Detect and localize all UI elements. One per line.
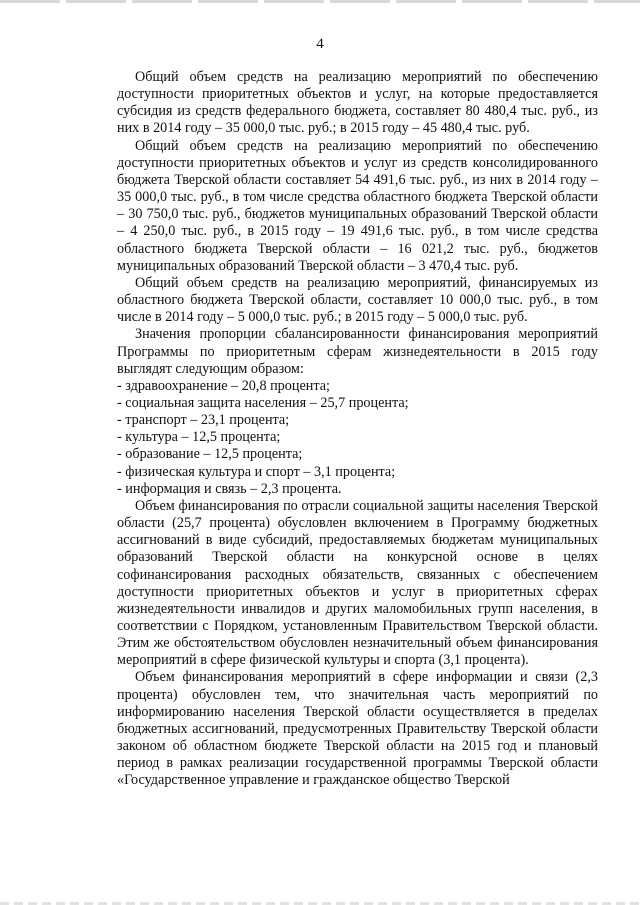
list-item: - информация и связь – 2,3 процента.: [117, 480, 342, 497]
list-item: - социальная защита населения – 25,7 процента;: [117, 394, 409, 411]
page-number: 4: [316, 36, 324, 52]
paragraph-consolidated-budget: Общий объем средств на реализацию мероприятий по обеспечению доступности приоритетных объектов и услуг из средств консолидированного бюджета Тверской области составляет 54 491,6 тыс. руб., из них в 2014 году – 35 000,0 тыс. руб., в том числе средства областного бюджета Тверской области – 30 750,0 тыс. руб., бюджетов муниципальных образований Тверской области – 4 250,0 тыс. руб., в 2015 году – 19 491,6 тыс. руб., в том числе средства областного бюджета Тверской области – 16 021,2 тыс. руб., бюджетов муниципальных образований Тверской области – 3 470,4 тыс. руб.: [117, 137, 598, 274]
list-item: - физическая культура и спорт – 3,1 процента;: [117, 463, 396, 480]
list-item: - транспорт – 23,1 процента;: [117, 412, 290, 429]
proportion-list: [117, 378, 598, 498]
list-item: - образование – 12,5 процента;: [117, 446, 303, 463]
scan-edge-top: [0, 0, 640, 3]
paragraph-regional-budget: Общий объем средств на реализацию мероприятий, финансируемых из областного бюджета Тверской области, составляет 10 000,0 тыс. руб., в том числе в 2014 году – 5 000,0 тыс. руб.; в 2015 году – 5 000,0 тыс. руб.: [117, 274, 598, 326]
paragraph-information-communication: Объем финансирования мероприятий в сфере информации и связи (2,3 процента) обусловлен тем, что значительная часть мероприятий по информированию населения Тверской области осуществляется в пределах бюджетных ассигнований, предусмотренных Правительству Тверской области законом об областном бюджете Тверской области на 2015 год и плановый период в рамках реализации государственной программы Тверской области «Государственное управление и гражданское общество Тверской: [117, 669, 598, 789]
list-item: - здравоохранение – 20,8 процента;: [117, 377, 330, 394]
document-body: [117, 69, 598, 790]
paragraph-social-protection: Объем финансирования по отрасли социальной защиты населения Тверской области (25,7 процента) обусловлен включением в Программу бюджетных ассигнований в виде субсидий, предоставляемых бюджетам муниципальных образований Тверской области на конкурсной основе в целях софинансирования расходных обязательств, связанных с обеспечением доступности приоритетных объектов и услуг в приоритетных сферах жизнедеятельности инвалидов и других маломобильных групп населения, в соответствии с Порядком, установленным Правительством Тверской области. Этим же обстоятельством обусловлен незначительный объем финансирования мероприятий в сфере физической культуры и спорта (3,1 процента).: [117, 497, 598, 669]
paragraph-proportion-intro: Значения пропорции сбалансированности финансирования мероприятий Программы по приоритетным сферам жизнедеятельности в 2015 году выглядят следующим образом:: [117, 326, 598, 377]
list-item: - культура – 12,5 процента;: [117, 429, 281, 446]
paragraph-federal-budget: Общий объем средств на реализацию мероприятий по обеспечению доступности приоритетных объектов и услуг, на которые предоставляется субсидия из средств федерального бюджета, составляет 80 480,4 тыс. руб., из них в 2014 году – 35 000,0 тыс. руб.; в 2015 году – 45 480,4 тыс. руб.: [117, 69, 598, 137]
